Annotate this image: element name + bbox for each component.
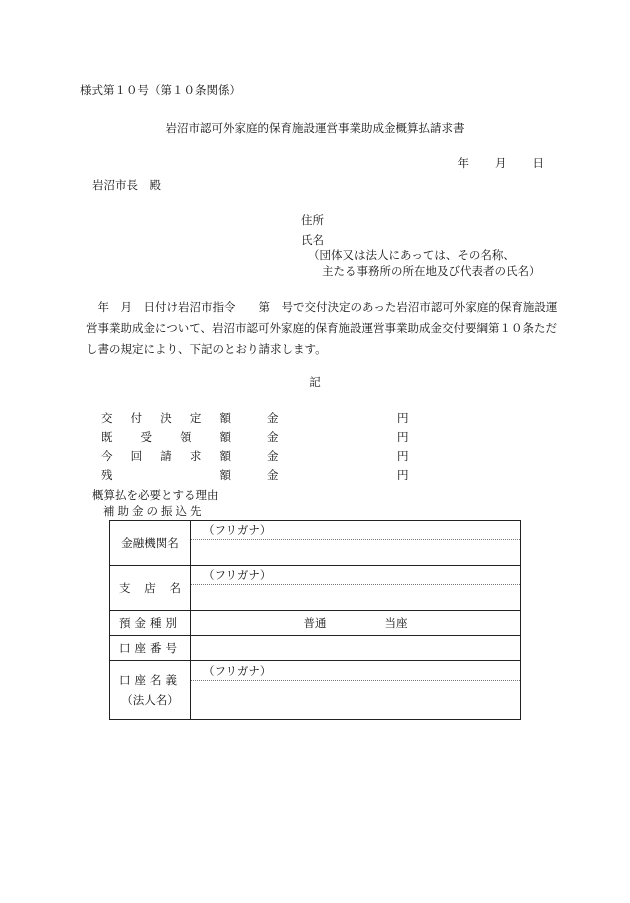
yen-label: 円 [397, 449, 409, 463]
request-body-text: 年 月 日付け岩沼市指令 第 号で交付決定のあった岩沼市認可外家庭的保育施設運営事業助成金について、岩沼市認可外家庭的保育施設運営事業助成金交付要綱第１０条ただし書の規定により、下記のとおり請求します。 [86, 300, 558, 356]
deposit-type-row [110, 611, 521, 636]
date-year: 年 [457, 156, 469, 170]
deposit-type-current[interactable]: 当座 [384, 616, 408, 630]
bank-name-field[interactable] [191, 540, 520, 565]
amount-label: 残 額 [101, 468, 231, 482]
branch-field[interactable] [191, 585, 520, 610]
yen-label: 円 [397, 430, 409, 444]
amount-label: 今 回 請 求 額 [101, 449, 231, 463]
kin-label: 金 [267, 449, 279, 463]
deposit-type-label: 預金種別 [119, 616, 181, 630]
account-holder-label: 口座名義 （法人名） [110, 670, 190, 710]
form-number: 様式第１０号（第１０条関係） [80, 83, 241, 97]
amount-row-received [101, 429, 441, 447]
account-number-label: 口座番号 [119, 641, 181, 655]
applicant-note-line1: （団体又は法人にあっては、その名称、 [308, 248, 515, 262]
yen-label: 円 [397, 468, 409, 482]
amount-row-decided [101, 410, 441, 428]
account-holder-row [110, 661, 521, 720]
bank-name-furigana-label: （フリガナ） [191, 521, 520, 540]
reason-label: 概算払を必要とする理由 [92, 488, 219, 502]
transfer-destination-label: 補助金の振込先 [103, 504, 205, 518]
holder-furigana-label: （フリガナ） [191, 662, 520, 681]
account-number-row [110, 636, 521, 661]
kin-label: 金 [267, 430, 279, 444]
date-month: 月 [495, 156, 507, 170]
applicant-note-line2: 主たる事務所の所在地及び代表者の氏名） [322, 264, 541, 278]
amount-label: 交 付 決 定 額 [101, 411, 231, 425]
kin-label: 金 [267, 468, 279, 482]
amount-row-remaining [101, 467, 441, 485]
bank-account-table [109, 520, 521, 720]
branch-furigana-label: （フリガナ） [191, 566, 520, 585]
yen-label: 円 [397, 411, 409, 425]
account-holder-field[interactable] [191, 681, 520, 719]
kin-label: 金 [267, 411, 279, 425]
bank-name-row [110, 521, 521, 566]
account-number-field[interactable] [191, 636, 521, 661]
date-line [458, 155, 545, 171]
address-label: 住所 [301, 213, 324, 227]
branch-row [110, 566, 521, 611]
ki-heading: 記 [309, 375, 321, 389]
document-title: 岩沼市認可外家庭的保育施設運営事業助成金概算払請求書 [165, 121, 465, 135]
bank-name-label: 金融機関名 [121, 536, 179, 550]
addressee: 岩沼市長 殿 [92, 178, 161, 192]
amount-label: 既 受 領 額 [101, 430, 231, 444]
amount-row-this-request [101, 448, 441, 466]
corporate-name-label: （法人名） [121, 693, 179, 707]
branch-label: 支 店 名 [119, 581, 181, 595]
date-day: 日 [532, 156, 544, 170]
deposit-type-options [191, 615, 520, 631]
deposit-type-ordinary[interactable]: 普通 [303, 616, 327, 630]
name-label: 氏名 [301, 233, 324, 247]
